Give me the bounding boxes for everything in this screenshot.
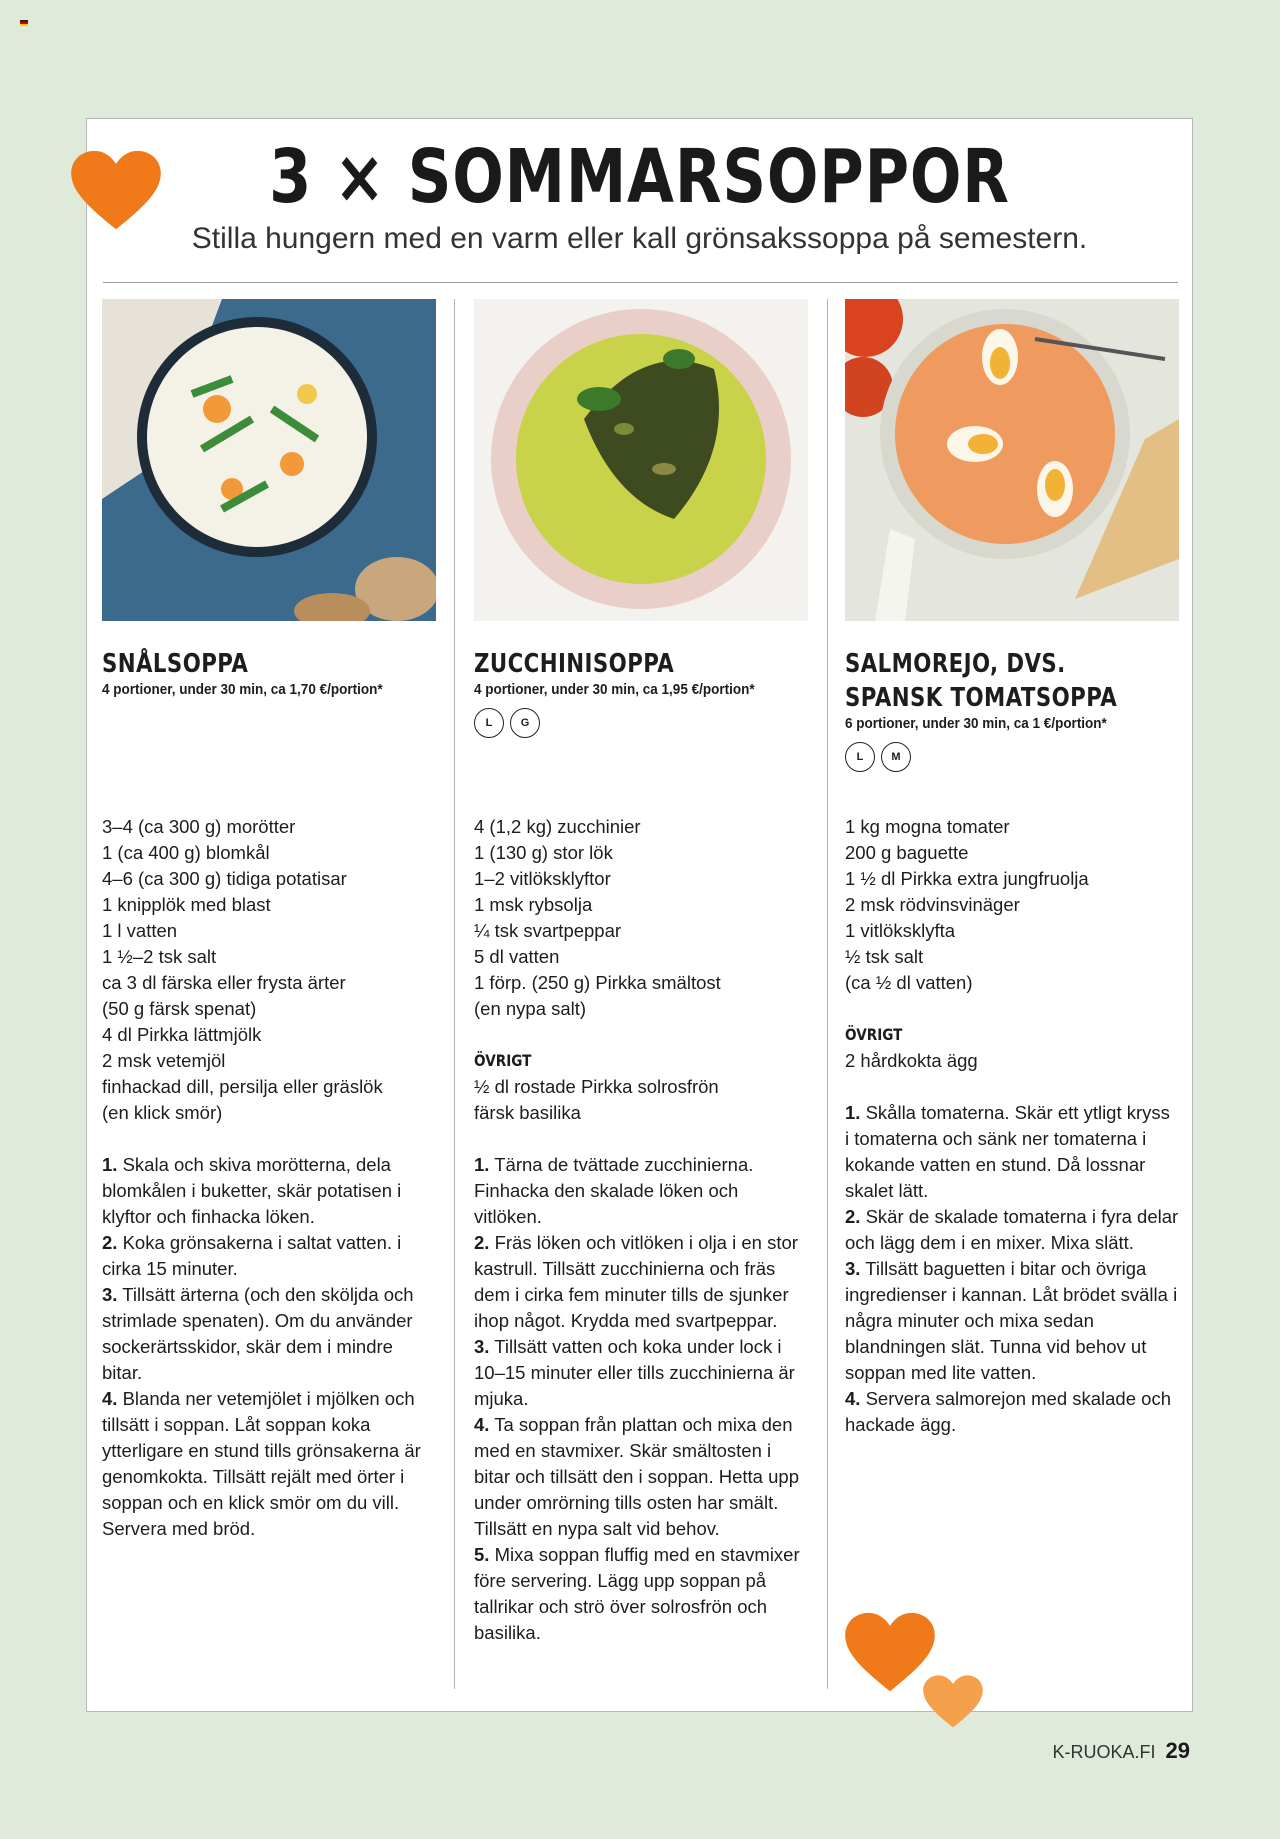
ingredient: (50 g färsk spenat)	[102, 998, 257, 1019]
step: 1. Skålla tomaterna. Skär ett ytligt kryss i tomaterna och sänk ner tomaterna i kokande vatten en stund. Då lossnar skalet lätt.	[845, 1102, 1170, 1201]
ingredient: 2 msk vetemjöl	[102, 1050, 226, 1071]
ingredient: 200 g baguette	[845, 842, 969, 863]
recipe-title: SNÅLSOPPA	[102, 649, 249, 679]
recipe-meta: 4 portioner, under 30 min, ca 1,70 €/portion*	[102, 681, 383, 698]
step: 1. Tärna de tvättade zucchinierna. Finhacka den skalade löken och vitlöken.	[474, 1154, 754, 1227]
ingredient: 1 vitlöksklyfta	[845, 920, 956, 941]
other-heading: ÖVRIGT	[474, 1051, 532, 1070]
ingredient: 1 (130 g) stor lök	[474, 842, 613, 863]
ingredient-list	[474, 814, 808, 1022]
step-list	[474, 1152, 808, 1646]
recipe-meta: 6 portioner, under 30 min, ca 1 €/portion*	[845, 715, 1107, 732]
milk-free-badge: M	[881, 742, 911, 772]
step: 3. Tillsätt vatten och koka under lock i 10–15 minuter eller tills zucchinierna är mjuka.	[474, 1336, 795, 1409]
ingredient: 3–4 (ca 300 g) morötter	[102, 816, 296, 837]
ingredient: finhackad dill, persilja eller gräslök	[102, 1076, 383, 1097]
ingredient: (en klick smör)	[102, 1102, 223, 1123]
recipe-body	[474, 814, 808, 1646]
step: 4. Blanda ner vetemjölet i mjölken och tillsätt i soppan. Låt soppan koka ytterligare en stund tills grönsakerna är genomkokta. Tillsätt rejält med örter i soppan och en klick smör om du vill. Servera med bröd.	[102, 1388, 421, 1539]
step: 5. Mixa soppan fluffig med en stavmixer före servering. Lägg upp soppan på tallrikar och strö över solrosfrön och basilika.	[474, 1544, 800, 1643]
step-list	[845, 1100, 1179, 1438]
ingredient: 1 ½ dl Pirkka extra jungfruolja	[845, 868, 1089, 889]
ingredient-list	[845, 814, 1179, 996]
lactose-free-badge: L	[474, 708, 504, 738]
other-heading: ÖVRIGT	[845, 1025, 903, 1044]
gluten-free-badge: G	[510, 708, 540, 738]
ingredient: 1–2 vitlöksklyftor	[474, 868, 611, 889]
other-item: ½ dl rostade Pirkka solrosfrön	[474, 1076, 719, 1097]
ingredient: 1 l vatten	[102, 920, 178, 941]
recipe-column	[845, 299, 1179, 1435]
step: 2. Koka grönsakerna i saltat vatten. i cirka 15 minuter.	[102, 1232, 402, 1279]
ingredient: 2 msk rödvinsvinäger	[845, 894, 1020, 915]
page-number: 29	[1165, 1738, 1190, 1763]
step: 2. Fräs löken och vitlöken i olja i en stor kastrull. Tillsätt zucchinierna och fräs dem i cirka fem minuter tills de sjunker ihop något. Krydda med svartpeppar.	[474, 1232, 798, 1331]
step: 3. Tillsätt ärterna (och den sköljda och strimlade spenaten). Om du använder sockerärtsskidor, skär dem i mindre bitar.	[102, 1284, 414, 1383]
heart-icon	[69, 149, 163, 233]
recipe-title: SALMOREJO, DVS. SPANSK TOMATSOPPA	[845, 649, 1118, 713]
heart-icon	[922, 1674, 984, 1730]
ingredient: 1 msk rybsolja	[474, 894, 593, 915]
footer-site: K-RUOKA.FI	[1052, 1742, 1156, 1762]
step: 3. Tillsätt baguetten i bitar och övriga ingredienser i kannan. Låt brödet svälla i några minuter och mixa sedan blandningen slät. Tunna vid behov ut soppan med lite vatten.	[845, 1258, 1178, 1383]
other-item: färsk basilika	[474, 1102, 581, 1123]
recipe-body	[845, 814, 1179, 1438]
ingredient: ¼ tsk svartpeppar	[474, 920, 622, 941]
other-item: 2 hårdkokta ägg	[845, 1050, 978, 1071]
ingredient: 4–6 (ca 300 g) tidiga potatisar	[102, 868, 347, 889]
step: 1. Skala och skiva morötterna, dela blomkålen i buketter, skär potatisen i klyftor och finhacka löken.	[102, 1154, 402, 1227]
ingredient: ½ tsk salt	[845, 946, 924, 967]
soup-photo	[845, 299, 1179, 621]
ingredient-list	[102, 814, 436, 1126]
title-divider	[103, 282, 1178, 283]
step: 2. Skär de skalade tomaterna i fyra delar och lägg dem i en mixer. Mixa slätt.	[845, 1206, 1179, 1253]
column-divider	[827, 299, 828, 1689]
recipe-card	[86, 118, 1193, 1712]
diet-badges	[845, 742, 1179, 772]
column-divider	[454, 299, 455, 1689]
ingredient: 4 (1,2 kg) zucchinier	[474, 816, 641, 837]
ingredient: (ca ½ dl vatten)	[845, 972, 973, 993]
ingredient: ca 3 dl färska eller frysta ärter	[102, 972, 346, 993]
ingredient: 1 knipplök med blast	[102, 894, 271, 915]
recipe-column	[102, 299, 436, 1539]
recipe-column	[474, 299, 808, 1643]
soup-photo	[474, 299, 808, 621]
ingredient: (en nypa salt)	[474, 998, 587, 1019]
recipe-meta: 4 portioner, under 30 min, ca 1,95 €/portion*	[474, 681, 755, 698]
diet-badges	[474, 708, 808, 738]
lactose-free-badge: L	[845, 742, 875, 772]
recipe-body	[102, 814, 436, 1542]
ingredient: 1 kg mogna tomater	[845, 816, 1010, 837]
page-footer	[1053, 1738, 1191, 1764]
ingredient: 5 dl vatten	[474, 946, 560, 967]
language-flag-icon[interactable]	[20, 20, 28, 26]
step-list	[102, 1152, 436, 1542]
step: 4. Servera salmorejon med skalade och hackade ägg.	[845, 1388, 1171, 1435]
page-subtitle: Stilla hungern med en varm eller kall grönsakssoppa på semestern.	[191, 222, 1088, 255]
soup-photo	[102, 299, 436, 621]
step: 4. Ta soppan från plattan och mixa den med en stavmixer. Skär smältosten i bitar och tillsätt den i soppan. Hetta upp under omrörning tills osten har smält. Tillsätt en nypa salt vid behov.	[474, 1414, 799, 1539]
ingredient: 4 dl Pirkka lättmjölk	[102, 1024, 262, 1045]
ingredient: 1 ½–2 tsk salt	[102, 946, 217, 967]
ingredient: 1 (ca 400 g) blomkål	[102, 842, 270, 863]
page-title: 3 × SOMMARSOPPOR	[269, 134, 1010, 220]
ingredient: 1 förp. (250 g) Pirkka smältost	[474, 972, 721, 993]
recipe-title: ZUCCHINISOPPA	[474, 649, 675, 679]
